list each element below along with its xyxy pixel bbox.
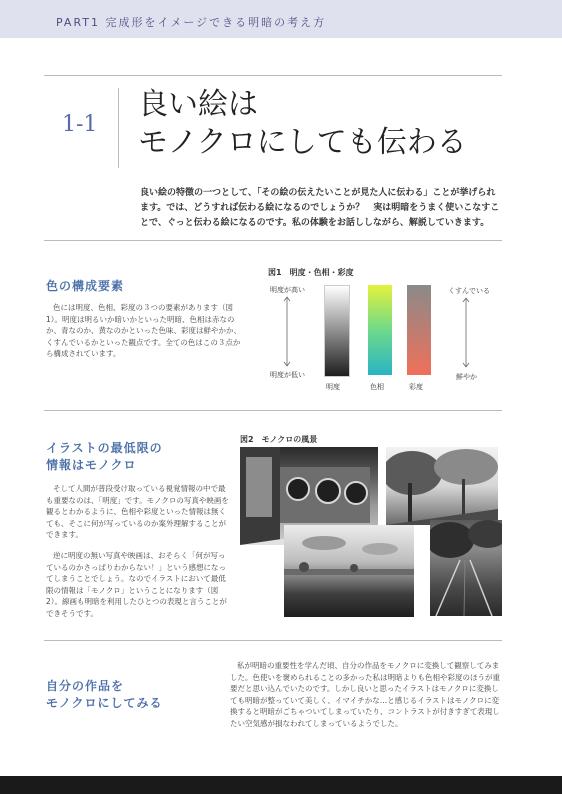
saturation-bar [407, 285, 431, 375]
label-low-brightness: 明度が低い [270, 371, 305, 379]
section1-rule [44, 410, 502, 411]
section3-heading-line-1: 自分の作品を [46, 679, 125, 693]
label-dull: くすんでいる [448, 287, 490, 295]
section1-heading: 色の構成要素 [46, 279, 125, 293]
section2-rule [44, 640, 502, 641]
photo-trees [386, 447, 498, 525]
section2-body-2: 逆に明度の無い写真や映画は、おそらく「何が写っているのかさっぱりわからない！」という感想になってしまうことでしょう。なのでイラストにおいて最低限の情報は「モノクロ」ということになります（図2）。線画も明暗を利用したひとつの表現と言うことができそうです。 [46, 551, 227, 618]
bar-label-brightness: 明度 [326, 383, 340, 391]
figure2-caption: 図2 モノクロの風景 [240, 435, 318, 444]
title-line-1: 良い絵は [138, 87, 258, 122]
running-header: PART1 完成形をイメージできる明暗の考え方 [56, 16, 327, 29]
title-line-2: モノクロにしても伝わる [138, 125, 467, 160]
brightness-arrow-icon [282, 296, 292, 368]
label-vivid: 鮮やか [456, 373, 477, 381]
figure1-caption: 図1 明度・色相・彩度 [268, 268, 354, 277]
section3-heading [46, 678, 163, 712]
title-divider [118, 88, 119, 168]
label-high-brightness: 明度が高い [270, 286, 305, 294]
section2-body-1: そして人間が普段受け取っている視覚情報の中で最も重要なのは、「明度」です。モノクロの写真や映画を観るとわかるように、色相や彩度といった情報は無くても、そこに何が写っているのか案外理解することができます。 [46, 484, 229, 539]
brightness-bar [324, 285, 350, 377]
footer-band [0, 776, 562, 794]
saturation-arrow-icon [461, 297, 471, 369]
photo-field [284, 525, 414, 617]
title-rule-top [44, 75, 502, 76]
hue-bar [368, 285, 392, 375]
section3-body: 私が明暗の重要性を学んだ頃、自分の作品をモノクロに変換して観察してみました。色使いを褒められることの多かった私は明暗よりも色相や彩度のほうが重要だと思い込んでいたのです。しかし良いと思ったイラストはモノクロに変換しても明暗が整っていて美しく、イマイチかな…と感じるイラストはモノクロに変換すると明暗がごちゃついてしまっていたり、コントラストが付きすぎて表現したい空気感が損なわれてしまっているようでした。 [230, 661, 500, 728]
photo-railway [430, 520, 502, 616]
section-number: 1-1 [62, 112, 98, 137]
section2-heading-line-2: 情報はモノクロ [46, 458, 137, 472]
lead-paragraph: 良い絵の特徴の一つとして、「その絵の伝えたいことが見た人に伝わる」ことが挙げられます。では、どうすれば伝わる絵になるのでしょうか？ 実は明暗をうまく使いこなすことで、ぐっと伝わる絵になるのです。私の体験をお話ししながら、解説していきます。 [140, 188, 500, 228]
section2-heading [46, 440, 163, 474]
section2-heading-line-1: イラストの最低限の [46, 441, 163, 455]
lead-rule [44, 240, 502, 241]
section1-body: 色には明度、色相、彩度の３つの要素があります（図1）。明度は明るいか暗いかといった明暗、色相は赤なのか、青なのか、黄なのかといった色味、彩度は鮮やかか、くすんでいるかといった観点です。全ての色はこの３点から構成されています。 [46, 303, 241, 358]
page-title [138, 86, 467, 162]
bar-label-saturation: 彩度 [409, 383, 423, 391]
section3-heading-line-2: モノクロにしてみる [46, 696, 163, 710]
bar-label-hue: 色相 [370, 383, 384, 391]
